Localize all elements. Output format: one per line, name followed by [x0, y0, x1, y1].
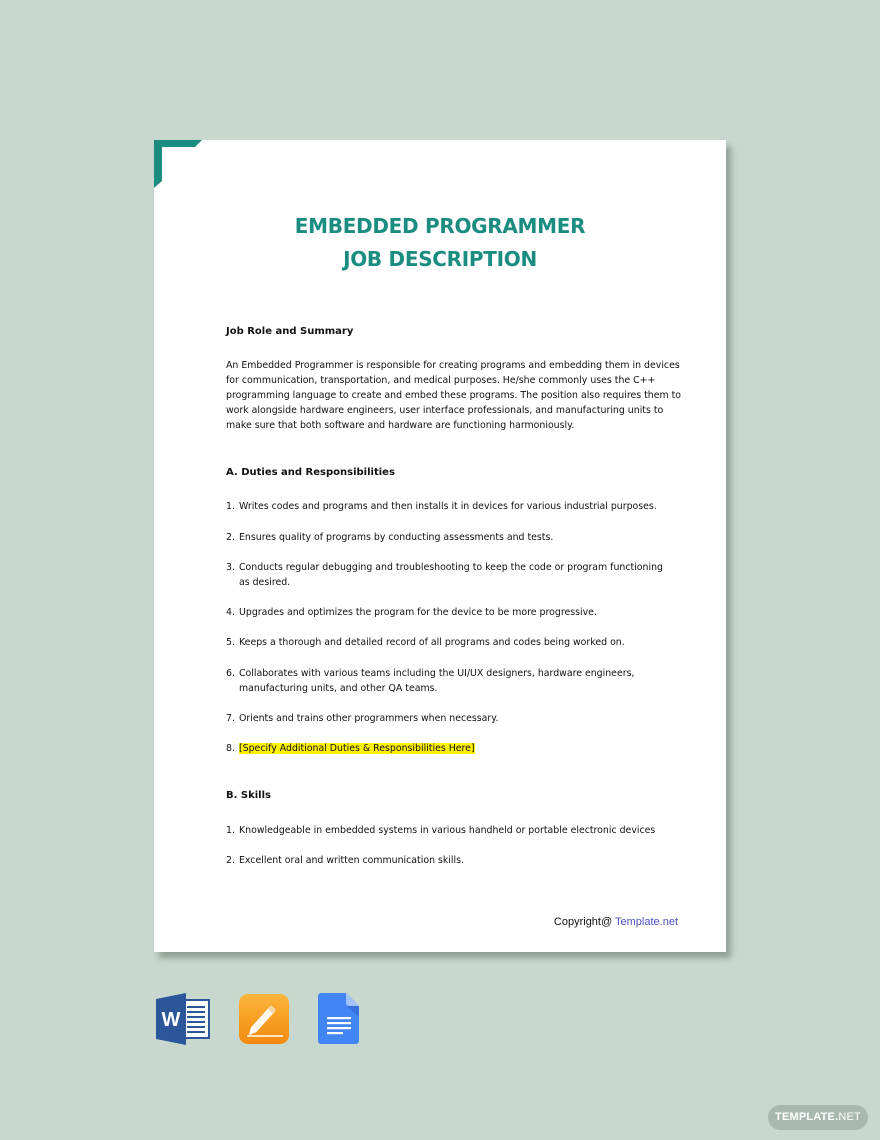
duty-item-placeholder — [226, 741, 676, 756]
item-number: 6. — [226, 668, 235, 679]
title-line-1: EMBEDDED PROGRAMMER — [294, 214, 586, 238]
svg-text:W: W — [161, 1009, 181, 1031]
duty-item — [226, 635, 676, 650]
document-page — [154, 140, 726, 952]
title-line-2: JOB DESCRIPTION — [343, 247, 537, 271]
document-title — [154, 210, 726, 276]
item-number: 1. — [226, 501, 235, 512]
skill-item — [226, 853, 676, 868]
summary-heading: Job Role and Summary — [226, 326, 354, 337]
item-text: Writes codes and programs and then installs it in devices for various industrial purposes. — [239, 501, 657, 512]
item-text: Upgrades and optimizes the program for the device to be more progressive. — [239, 607, 597, 618]
google-docs-icon[interactable] — [318, 993, 360, 1045]
skill-item — [226, 823, 676, 838]
duty-item — [226, 605, 676, 620]
item-number: 3. — [226, 562, 235, 573]
duty-item — [226, 711, 676, 726]
duty-item — [226, 499, 676, 514]
item-text: Keeps a thorough and detailed record of all programs and codes being worked on. — [239, 637, 625, 648]
duty-item — [226, 666, 676, 696]
skills-heading: B. Skills — [226, 790, 271, 801]
item-text: Collaborates with various teams including the UI/UX designers, hardware engineers, manufacturing units, and other QA teams. — [239, 668, 635, 694]
item-text: Ensures quality of programs by conducting assessments and tests. — [239, 532, 554, 543]
copyright-label: Copyright@ — [553, 916, 613, 928]
duty-item — [226, 560, 676, 590]
corner-accent-icon — [154, 140, 202, 188]
item-number: 2. — [226, 532, 235, 543]
badge-text-light: NET — [838, 1111, 861, 1123]
item-text: Conducts regular debugging and troubleshooting to keep the code or program functioning as desired. — [239, 562, 663, 588]
highlighted-placeholder-text[interactable]: [Specify Additional Duties & Responsibilities Here] — [239, 743, 475, 754]
item-number: 8. — [226, 743, 235, 754]
duties-heading: A. Duties and Responsibilities — [226, 467, 395, 478]
item-number: 5. — [226, 637, 235, 648]
template-net-badge[interactable] — [768, 1105, 868, 1130]
item-text: Excellent oral and written communication skills. — [239, 855, 464, 866]
item-text: Knowledgeable in embedded systems in various handheld or portable electronic devices — [239, 825, 656, 836]
summary-paragraph: An Embedded Programmer is responsible for creating programs and embedding them in devices for communication, transportation, and medical purposes. He/she commonly uses the C++ programming language to create and embed these programs. The position also requires them to work alongside hardware engineers, user interface professionals, and manufacturing units to make sure that both software and hardware are functioning harmoniously. — [226, 360, 682, 431]
item-number: 4. — [226, 607, 235, 618]
word-icon[interactable] — [155, 993, 211, 1045]
duty-item — [226, 530, 676, 545]
item-number: 1. — [226, 825, 235, 836]
template-net-link[interactable]: Template.net — [615, 916, 678, 928]
item-number: 7. — [226, 713, 235, 724]
item-text: Orients and trains other programmers when necessary. — [239, 713, 499, 724]
copyright-notice — [554, 916, 678, 928]
pages-icon[interactable] — [238, 993, 290, 1045]
badge-text-bold: TEMPLATE. — [775, 1111, 839, 1123]
item-number: 2. — [226, 855, 235, 866]
